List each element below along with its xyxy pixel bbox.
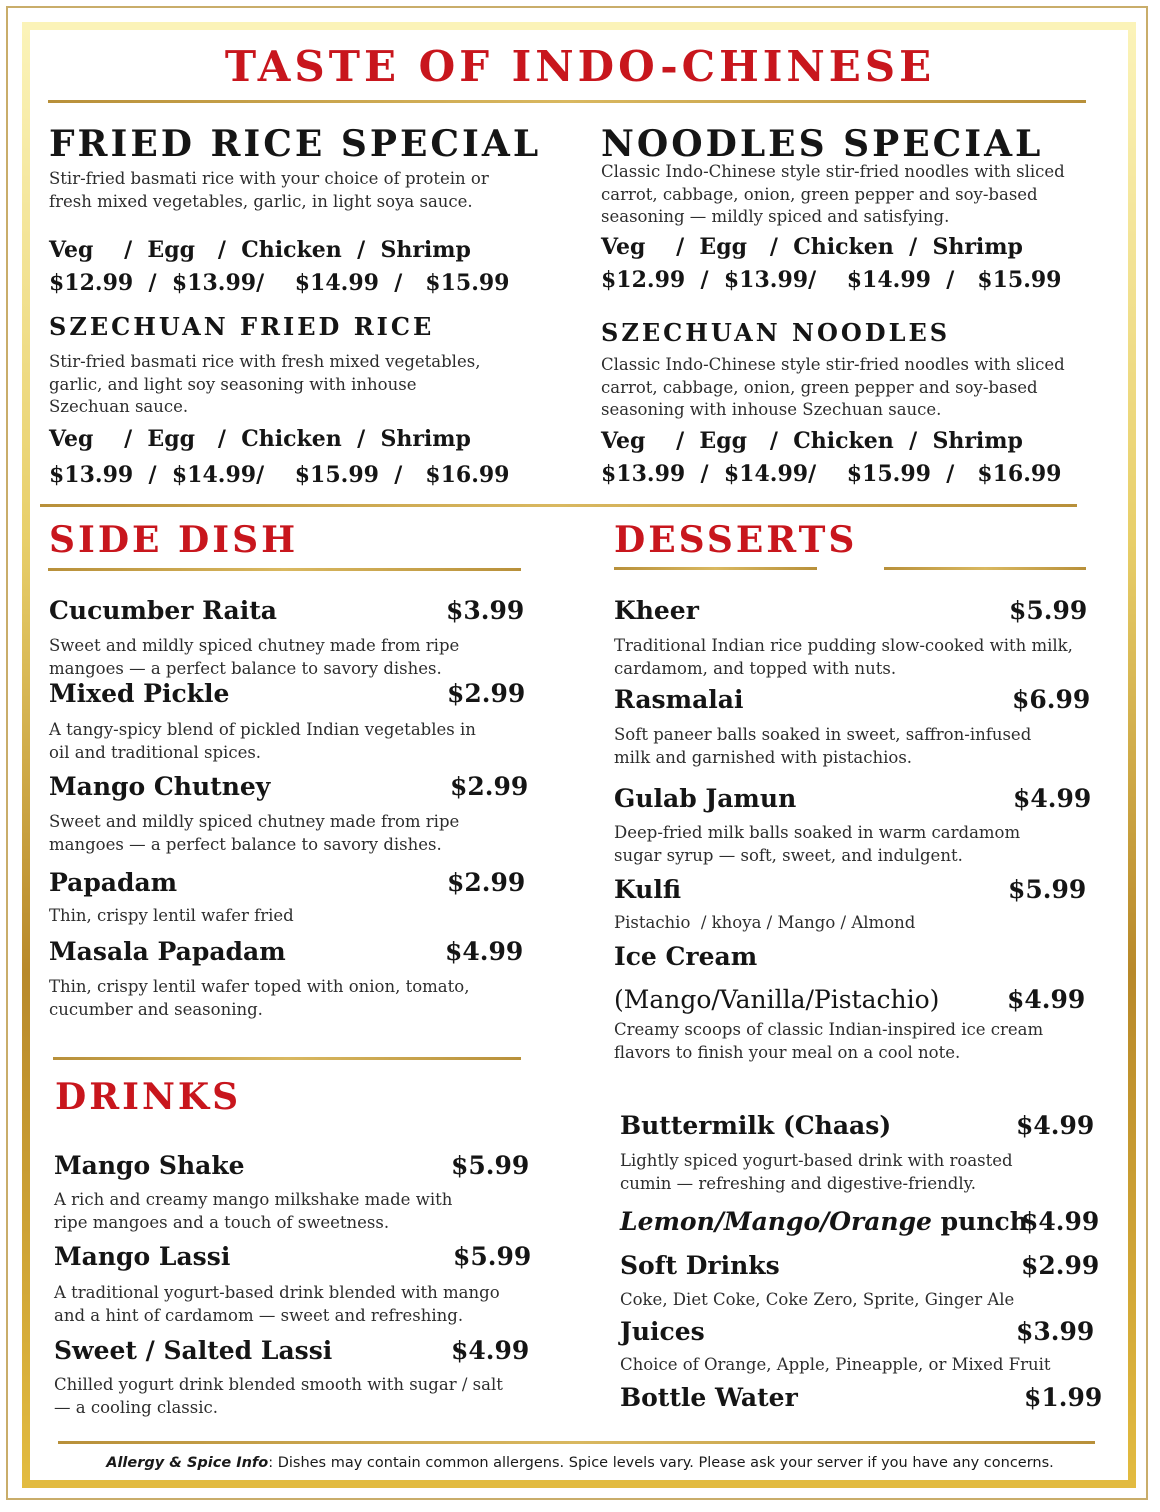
- menu-title: TASTE OF INDO-CHINESE: [224, 42, 936, 91]
- desc-papadam: Thin, crispy lentil wafer fried: [49, 906, 294, 925]
- desc-kheer: Traditional Indian rice pudding slow-cooked with milk, cardamom, and topped with nuts.: [614, 636, 1073, 678]
- noodles-desc: Classic Indo-Chinese style stir-fried noodles with sliced carrot, cabbage, onion, green pepper and soy-based seasoning — mildly spiced and satisfying.: [601, 162, 1065, 226]
- price-sweet-salted-lassi: $4.99: [451, 1336, 530, 1365]
- item-masala-papadam: Masala Papadam: [49, 937, 286, 966]
- desc-gulab-jamun: Deep-fried milk balls soaked in warm cardamom sugar syrup — soft, sweet, and indulgent.: [614, 823, 1021, 865]
- item-bottle-water: Bottle Water: [620, 1383, 798, 1412]
- item-rasmalai: Rasmalai: [614, 685, 744, 714]
- title-divider: [48, 100, 1086, 103]
- fried-rice-heading: FRIED RICE SPECIAL: [49, 123, 542, 165]
- desc-mango-shake: A rich and creamy mango milkshake made with ripe mangoes and a touch of sweetness.: [54, 1190, 453, 1232]
- desc-sweet-salted-lassi: Chilled yogurt drink blended smooth with sugar / salt — a cooling classic.: [54, 1375, 503, 1417]
- price-mango-chutney: $2.99: [450, 772, 529, 801]
- mid-divider: [40, 504, 1077, 507]
- allergy-footer: [0, 1452, 1160, 1474]
- price-buttermilk: $4.99: [1016, 1111, 1095, 1140]
- item-buttermilk: Buttermilk (Chaas): [620, 1111, 892, 1140]
- desc-kulfi: Pistachio / khoya / Mango / Almond: [614, 913, 916, 932]
- desc-juices: Choice of Orange, Apple, Pineapple, or Mixed Fruit: [620, 1355, 1051, 1374]
- item-papadam: Papadam: [49, 868, 178, 897]
- item-sweet-salted-lassi: Sweet / Salted Lassi: [54, 1336, 333, 1365]
- punch-flavors: Lemon/Mango/Orange: [620, 1207, 932, 1236]
- desserts-heading: DESSERTS: [614, 519, 858, 561]
- price-kulfi: $5.99: [1008, 875, 1087, 904]
- desserts-divider-left: [614, 567, 817, 570]
- price-masala-papadam: $4.99: [445, 937, 524, 966]
- price-punch: $4.99: [1021, 1207, 1100, 1236]
- price-bottle-water: $1.99: [1024, 1383, 1103, 1412]
- szechuan-noodles-prices: $13.99 / $14.99/ $15.99 / $16.99: [601, 461, 1062, 487]
- noodles-heading: NOODLES SPECIAL: [601, 123, 1044, 165]
- price-mango-lassi: $5.99: [453, 1242, 532, 1271]
- desc-buttermilk: Lightly spiced yogurt-based drink with roasted cumin — refreshing and digestive-friendly.: [620, 1151, 1013, 1193]
- price-papadam: $2.99: [447, 868, 526, 897]
- szechuan-rice-options: Veg / Egg / Chicken / Shrimp: [49, 426, 471, 452]
- item-ice-cream: Ice Cream: [614, 942, 758, 971]
- price-rasmalai: $6.99: [1012, 685, 1091, 714]
- desc-mango-lassi: A traditional yogurt-based drink blended with mango and a hint of cardamom — sweet and refreshing.: [54, 1283, 500, 1325]
- item-kheer: Kheer: [614, 596, 699, 625]
- item-punch: [620, 1206, 1028, 1238]
- fried-rice-options: Veg / Egg / Chicken / Shrimp: [49, 237, 471, 263]
- fried-rice-prices: $12.99 / $13.99/ $14.99 / $15.99: [49, 270, 510, 296]
- item-gulab-jamun: Gulab Jamun: [614, 784, 797, 813]
- item-cucumber-raita: Cucumber Raita: [49, 596, 277, 625]
- price-mixed-pickle: $2.99: [447, 679, 526, 708]
- desc-soft-drinks: Coke, Diet Coke, Coke Zero, Sprite, Ginger Ale: [620, 1290, 1015, 1309]
- item-juices: Juices: [620, 1317, 705, 1346]
- desc-mixed-pickle: A tangy-spicy blend of pickled Indian vegetables in oil and traditional spices.: [49, 720, 476, 762]
- desc-ice-cream: Creamy scoops of classic Indian-inspired ice cream flavors to finish your meal on a cool note.: [614, 1020, 1044, 1062]
- allergy-text: : Dishes may contain common allergens. Spice levels vary. Please ask your server if you have any concerns.: [268, 1455, 1054, 1471]
- price-juices: $3.99: [1016, 1317, 1095, 1346]
- price-mango-shake: $5.99: [451, 1151, 530, 1180]
- price-soft-drinks: $2.99: [1021, 1251, 1100, 1280]
- allergy-label: Allergy & Spice Info: [106, 1455, 269, 1471]
- item-soft-drinks: Soft Drinks: [620, 1251, 780, 1280]
- desc-masala-papadam: Thin, crispy lentil wafer toped with onion, tomato, cucumber and seasoning.: [49, 977, 470, 1019]
- price-kheer: $5.99: [1009, 596, 1088, 625]
- desc-rasmalai: Soft paneer balls soaked in sweet, saffron-infused milk and garnished with pistachios.: [614, 725, 1032, 767]
- drinks-heading: DRINKS: [55, 1076, 242, 1118]
- ice-cream-flavors: (Mango/Vanilla/Pistachio): [614, 985, 940, 1014]
- item-mixed-pickle: Mixed Pickle: [49, 679, 230, 708]
- szechuan-noodles-options: Veg / Egg / Chicken / Shrimp: [601, 428, 1023, 454]
- side-dish-divider: [48, 568, 521, 571]
- fried-rice-desc: Stir-fried basmati rice with your choice of protein or fresh mixed vegetables, garlic, in light soya sauce.: [49, 169, 489, 211]
- noodles-prices: $12.99 / $13.99/ $14.99 / $15.99: [601, 267, 1062, 293]
- desc-mango-chutney: Sweet and mildly spiced chutney made from ripe mangoes — a perfect balance to savory dishes.: [49, 812, 460, 854]
- desc-cucumber-raita: Sweet and mildly spiced chutney made from ripe mangoes — a perfect balance to savory dishes.: [49, 636, 460, 678]
- punch-label: punch: [931, 1207, 1028, 1236]
- item-mango-shake: Mango Shake: [54, 1151, 245, 1180]
- szechuan-rice-heading: SZECHUAN FRIED RICE: [49, 312, 435, 341]
- footer-divider: [58, 1441, 1095, 1444]
- szechuan-rice-prices: $13.99 / $14.99/ $15.99 / $16.99: [49, 462, 510, 488]
- desserts-divider-right: [884, 567, 1086, 570]
- noodles-options: Veg / Egg / Chicken / Shrimp: [601, 234, 1023, 260]
- item-kulfi: Kulfi: [614, 875, 682, 904]
- side-dish-heading: SIDE DISH: [49, 519, 299, 561]
- drinks-divider: [53, 1057, 521, 1060]
- szechuan-rice-desc: Stir-fried basmati rice with fresh mixed vegetables, garlic, and light soy seasoning with inhouse Szechuan sauce.: [49, 352, 481, 416]
- szechuan-noodles-desc: Classic Indo-Chinese style stir-fried noodles with sliced carrot, cabbage, onion, green pepper and soy-based seasoning with inhouse Szechuan sauce.: [601, 355, 1065, 419]
- price-gulab-jamun: $4.99: [1013, 784, 1092, 813]
- szechuan-noodles-heading: SZECHUAN NOODLES: [601, 318, 951, 347]
- item-mango-lassi: Mango Lassi: [54, 1242, 231, 1271]
- price-cucumber-raita: $3.99: [446, 596, 525, 625]
- item-mango-chutney: Mango Chutney: [49, 772, 271, 801]
- price-ice-cream: $4.99: [1007, 985, 1086, 1014]
